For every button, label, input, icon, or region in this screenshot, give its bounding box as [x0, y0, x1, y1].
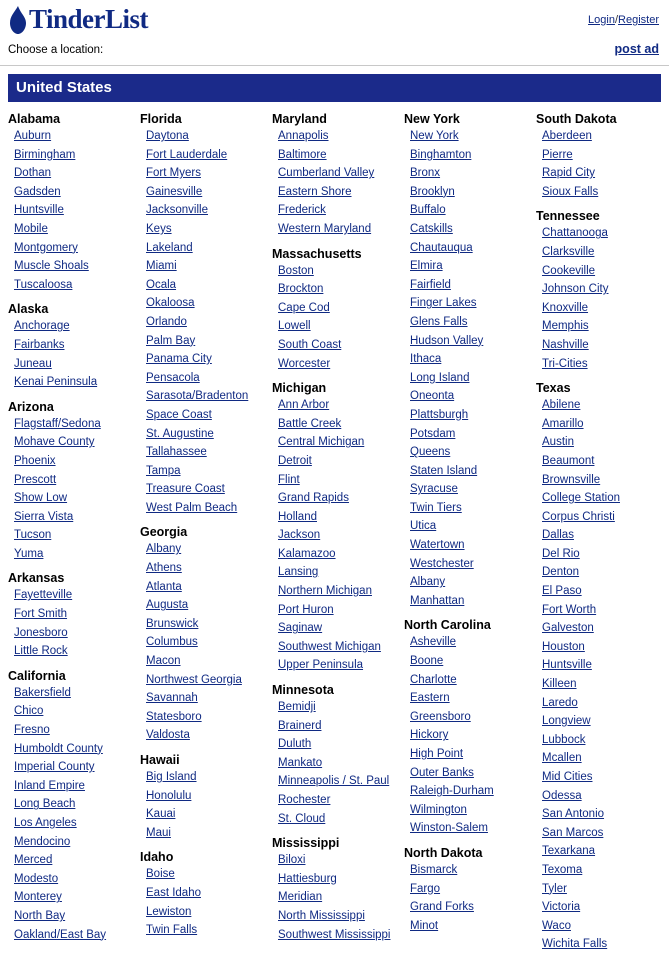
state-block — [404, 838, 534, 935]
city-link[interactable]: Brooklyn — [410, 185, 455, 198]
location-column — [404, 112, 536, 954]
state-block — [404, 112, 534, 610]
state-name: Alabama — [8, 112, 61, 126]
city-link[interactable]: South Coast — [278, 338, 342, 351]
city-link[interactable]: Northern Michigan — [278, 585, 372, 598]
state-block — [536, 112, 666, 201]
city-link[interactable]: Battle Creek — [278, 417, 342, 430]
city-link[interactable]: Mankato — [278, 756, 323, 769]
city-link[interactable]: Chattanooga — [542, 227, 608, 240]
state-block — [404, 610, 534, 838]
city-link[interactable]: Monterey — [14, 891, 62, 904]
city-link[interactable]: Lewiston — [146, 905, 192, 918]
city-link[interactable]: Big Island — [146, 771, 197, 783]
login-link[interactable]: Login — [588, 14, 615, 26]
city-link[interactable]: Hickory — [410, 729, 449, 742]
city-link[interactable]: Hudson Valley — [410, 334, 484, 347]
city-link[interactable]: Outer Banks — [410, 766, 474, 779]
flame-icon — [8, 5, 28, 35]
city-link[interactable]: Merced — [14, 854, 53, 867]
state-name: Massachusetts — [272, 246, 362, 261]
city-link[interactable]: Catskills — [410, 222, 453, 235]
state-block — [8, 661, 138, 944]
state-block — [272, 828, 402, 944]
city-link[interactable]: Laredo — [542, 696, 578, 709]
city-link[interactable]: St. Augustine — [146, 427, 214, 440]
city-link[interactable]: Del Rio — [542, 547, 580, 560]
city-link[interactable]: Dothan — [14, 167, 52, 180]
city-link[interactable]: Fort Smith — [14, 608, 68, 621]
city-link[interactable]: Binghamton — [410, 148, 472, 161]
city-link[interactable]: Macon — [146, 655, 181, 668]
city-link[interactable]: Southwest Michigan — [278, 640, 381, 653]
city-link[interactable]: Valdosta — [146, 729, 190, 742]
city-link[interactable]: Baltimore — [278, 148, 327, 161]
city-link[interactable]: Detroit — [278, 454, 312, 467]
city-link[interactable]: Austin — [542, 436, 574, 449]
city-link[interactable]: Muscle Shoals — [14, 260, 89, 273]
city-link[interactable]: Gainesville — [146, 185, 203, 198]
city-link[interactable]: San Antonio — [542, 808, 605, 821]
city-link[interactable]: Rochester — [278, 794, 331, 806]
city-link[interactable]: Killeen — [542, 678, 577, 691]
state-name: Minnesota — [272, 683, 334, 698]
city-link[interactable]: Meridian — [278, 891, 323, 904]
city-link[interactable]: San Marcos — [542, 826, 604, 839]
city-link[interactable]: Dallas — [542, 529, 574, 542]
city-link[interactable]: Beaumont — [542, 454, 595, 467]
city-link[interactable]: Bemidji — [278, 701, 316, 714]
city-link[interactable]: Ocala — [146, 278, 177, 291]
city-link[interactable]: Gadsden — [14, 185, 61, 198]
city-link[interactable]: Raleigh-Durham — [410, 785, 494, 798]
state-block — [8, 112, 138, 294]
city-link[interactable]: Charlotte — [410, 673, 457, 686]
city-link[interactable]: Denton — [542, 566, 580, 579]
city-link[interactable]: Elmira — [410, 260, 443, 273]
location-column — [536, 112, 668, 954]
city-link[interactable]: Albany — [146, 543, 182, 556]
city-link[interactable]: Texoma — [542, 863, 583, 876]
city-link[interactable]: Manhattan — [410, 594, 465, 607]
city-link[interactable]: Sarasota/Bradenton — [146, 390, 249, 403]
city-link[interactable]: Odessa — [542, 789, 582, 802]
city-link[interactable]: Flagstaff/Sedona — [14, 417, 101, 430]
city-link[interactable]: St. Cloud — [278, 812, 326, 825]
auth-links — [588, 14, 659, 26]
city-link[interactable]: Chautauqua — [410, 241, 473, 254]
city-link[interactable]: North Mississippi — [278, 909, 365, 922]
city-link[interactable]: Fairbanks — [14, 338, 65, 351]
city-link[interactable]: Fresno — [14, 724, 50, 737]
city-link[interactable]: Ann Arbor — [278, 399, 330, 412]
city-link[interactable]: Show Low — [14, 492, 68, 505]
city-link[interactable]: Birmingham — [14, 148, 76, 161]
city-link[interactable]: Rapid City — [542, 167, 596, 180]
city-link[interactable]: Huntsville — [14, 204, 64, 217]
state-name: Maryland — [272, 112, 327, 126]
city-link[interactable]: Orlando — [146, 315, 187, 328]
city-link[interactable]: Cookeville — [542, 264, 596, 277]
city-link[interactable]: Albany — [410, 576, 446, 589]
city-link[interactable]: Pierre — [542, 148, 573, 161]
city-link[interactable]: El Paso — [542, 585, 582, 598]
city-link[interactable]: Westchester — [410, 557, 474, 570]
location-column — [140, 112, 272, 954]
city-link[interactable]: Johnson City — [542, 283, 609, 296]
city-link[interactable]: Bismarck — [410, 863, 458, 876]
city-link[interactable]: Mobile — [14, 222, 48, 235]
city-link[interactable]: Inland Empire — [14, 779, 85, 792]
city-link[interactable]: Wilmington — [410, 803, 467, 816]
city-link[interactable]: Utica — [410, 520, 437, 533]
city-link[interactable]: Tyler — [542, 882, 567, 895]
city-link[interactable]: Juneau — [14, 357, 52, 370]
city-link[interactable]: Fort Lauderdale — [146, 148, 228, 161]
state-block — [8, 294, 138, 391]
state-block — [272, 675, 402, 828]
city-link[interactable]: Port Huron — [278, 603, 334, 616]
city-link[interactable]: Holland — [278, 510, 317, 523]
city-link[interactable]: Plattsburgh — [410, 408, 469, 421]
city-link[interactable]: East Idaho — [146, 886, 201, 899]
city-link[interactable]: Modesto — [14, 872, 59, 885]
city-link[interactable]: Twin Tiers — [410, 501, 462, 514]
city-link[interactable]: Jacksonville — [146, 204, 208, 217]
city-link[interactable]: Humboldt County — [14, 742, 103, 755]
state-name: Florida — [140, 112, 182, 126]
state-block — [8, 563, 138, 660]
city-link[interactable]: Corpus Christi — [542, 510, 615, 523]
state-block — [140, 517, 270, 745]
city-link[interactable]: Frederick — [278, 204, 326, 217]
city-link[interactable]: Abilene — [542, 399, 581, 412]
state-name: California — [8, 668, 66, 683]
state-block — [536, 201, 666, 373]
state-name: Alaska — [8, 302, 49, 317]
city-link[interactable]: Little Rock — [14, 645, 68, 658]
city-link[interactable]: Asheville — [410, 636, 457, 649]
city-link[interactable]: Texarkana — [542, 845, 596, 858]
city-link[interactable]: Western Maryland — [278, 222, 372, 235]
city-link[interactable]: Brunswick — [146, 617, 199, 630]
state-name: South Dakota — [536, 112, 617, 126]
city-link[interactable]: Brownsville — [542, 473, 601, 486]
city-link[interactable]: Savannah — [146, 692, 198, 705]
city-link[interactable]: Longview — [542, 715, 591, 728]
state-name: North Carolina — [404, 618, 491, 633]
city-link[interactable]: Lowell — [278, 320, 311, 333]
city-link[interactable]: Waco — [542, 919, 571, 932]
city-link[interactable]: Sierra Vista — [14, 510, 74, 523]
city-link[interactable]: Eastern Shore — [278, 185, 352, 198]
city-link[interactable]: Chico — [14, 705, 44, 718]
state-name: Georgia — [140, 525, 188, 540]
city-link[interactable]: Mohave County — [14, 436, 95, 449]
city-link[interactable]: Mcallen — [542, 752, 582, 765]
city-link[interactable]: Galveston — [542, 622, 594, 635]
city-link[interactable]: Wichita Falls — [542, 938, 608, 951]
state-name: Mississippi — [272, 836, 340, 851]
city-link[interactable]: Tampa — [146, 464, 181, 477]
state-name: Idaho — [140, 850, 174, 865]
city-link[interactable]: Minot — [410, 919, 439, 932]
city-link[interactable]: Maui — [146, 826, 171, 839]
state-block — [272, 239, 402, 374]
city-link[interactable]: Glens Falls — [410, 315, 468, 328]
city-link[interactable]: Southwest Mississippi — [278, 928, 391, 941]
top-bar — [0, 0, 669, 40]
state-block — [272, 373, 402, 675]
city-link[interactable]: Minneapolis / St. Paul — [278, 775, 390, 788]
country-banner-wrap — [0, 66, 669, 102]
post-ad-link[interactable]: post ad — [614, 42, 659, 56]
city-link[interactable]: Buffalo — [410, 204, 446, 217]
city-link[interactable]: Auburn — [14, 130, 52, 142]
city-link[interactable]: Biloxi — [278, 854, 306, 867]
auth-separator: / — [614, 14, 619, 26]
location-chooser-row — [0, 40, 669, 66]
city-link[interactable]: Lubbock — [542, 733, 586, 746]
city-link[interactable]: Northwest Georgia — [146, 673, 242, 686]
city-link[interactable]: Yuma — [14, 547, 44, 560]
city-link[interactable]: Knoxville — [542, 301, 589, 314]
city-link[interactable]: Staten Island — [410, 464, 478, 477]
city-link[interactable]: Kauai — [146, 808, 176, 821]
city-link[interactable]: Brainerd — [278, 719, 322, 732]
location-column — [272, 112, 404, 954]
state-block — [140, 842, 270, 939]
city-link[interactable]: Long Beach — [14, 798, 76, 811]
city-link[interactable]: Tri-Cities — [542, 357, 588, 370]
location-column — [8, 112, 140, 954]
city-link[interactable]: Fargo — [410, 882, 441, 895]
city-link[interactable]: Keys — [146, 222, 172, 235]
city-link[interactable]: Houston — [542, 640, 585, 653]
city-link[interactable]: Oakland/East Bay — [14, 928, 107, 941]
city-link[interactable]: Greensboro — [410, 710, 471, 723]
city-link[interactable]: Fort Myers — [146, 167, 201, 180]
city-link[interactable]: Twin Falls — [146, 924, 198, 937]
city-link[interactable]: Boise — [146, 868, 175, 881]
state-name: Tennessee — [536, 209, 600, 224]
city-link[interactable]: Watertown — [410, 539, 465, 552]
country-banner: United States — [8, 74, 661, 102]
city-link[interactable]: Montgomery — [14, 241, 78, 254]
state-name: Hawaii — [140, 753, 180, 767]
city-link[interactable]: Atlanta — [146, 580, 182, 593]
city-link[interactable]: Central Michigan — [278, 436, 365, 449]
state-block — [140, 745, 270, 842]
city-link[interactable]: Phoenix — [14, 454, 56, 467]
city-link[interactable]: Worcester — [278, 357, 331, 370]
state-block — [140, 112, 270, 517]
choose-location-label: Choose a location: — [8, 44, 104, 56]
city-link[interactable]: West Palm Beach — [146, 501, 238, 514]
city-link[interactable]: New York — [410, 130, 459, 142]
city-link[interactable]: Jonesboro — [14, 626, 68, 639]
city-link[interactable]: Lansing — [278, 566, 319, 579]
city-link[interactable]: Boone — [410, 655, 444, 668]
city-link[interactable]: Eastern — [410, 692, 450, 705]
city-link[interactable]: Winston-Salem — [410, 822, 488, 835]
city-link[interactable]: Imperial County — [14, 761, 95, 774]
city-link[interactable]: North Bay — [14, 909, 66, 922]
city-link[interactable]: Aberdeen — [542, 130, 592, 142]
city-link[interactable]: Clarksville — [542, 245, 595, 258]
state-name: Arkansas — [8, 571, 65, 586]
city-link[interactable]: Augusta — [146, 599, 189, 612]
city-link[interactable]: Tucson — [14, 529, 52, 542]
city-link[interactable]: Oneonta — [410, 390, 455, 403]
city-link[interactable]: Cape Cod — [278, 301, 330, 314]
city-link[interactable]: Okaloosa — [146, 297, 195, 310]
city-link[interactable]: Los Angeles — [14, 817, 77, 829]
city-link[interactable]: Grand Forks — [410, 901, 474, 914]
city-link[interactable]: Kenai Peninsula — [14, 376, 98, 389]
city-link[interactable]: College Station — [542, 492, 620, 505]
city-link[interactable]: Huntsville — [542, 659, 592, 672]
city-link[interactable]: Victoria — [542, 901, 581, 914]
city-link[interactable]: Ithaca — [410, 353, 442, 366]
state-name: New York — [404, 112, 460, 126]
city-link[interactable]: Potsdam — [410, 427, 456, 440]
city-link[interactable]: Mid Cities — [542, 771, 593, 783]
city-link[interactable]: Panama City — [146, 353, 212, 366]
city-link[interactable]: Brockton — [278, 283, 324, 296]
city-link[interactable]: Long Island — [410, 371, 470, 384]
city-link[interactable]: Flint — [278, 473, 300, 486]
city-link[interactable]: Mendocino — [14, 835, 71, 848]
city-link[interactable]: Prescott — [14, 473, 57, 486]
city-link[interactable]: Lakeland — [146, 241, 193, 254]
city-link[interactable]: Hattiesburg — [278, 872, 337, 885]
city-link[interactable]: Bronx — [410, 167, 441, 180]
city-link[interactable]: Duluth — [278, 738, 312, 751]
site-logo[interactable] — [8, 4, 148, 35]
city-link[interactable]: Queens — [410, 446, 451, 459]
city-link[interactable]: Nashville — [542, 338, 589, 351]
city-link[interactable]: Syracuse — [410, 483, 458, 496]
city-link[interactable]: Saginaw — [278, 622, 323, 635]
city-link[interactable]: Jackson — [278, 529, 321, 542]
register-link[interactable]: Register — [618, 14, 659, 26]
city-link[interactable]: Kalamazoo — [278, 547, 336, 560]
city-link[interactable]: Finger Lakes — [410, 297, 477, 310]
city-link[interactable]: Statesboro — [146, 710, 202, 723]
city-link[interactable]: Pensacola — [146, 371, 200, 384]
state-name: Michigan — [272, 381, 327, 396]
state-block — [536, 373, 666, 954]
city-link[interactable]: Palm Bay — [146, 334, 196, 347]
city-link[interactable]: Space Coast — [146, 408, 212, 421]
city-link[interactable]: Miami — [146, 260, 177, 273]
city-link[interactable]: Grand Rapids — [278, 492, 349, 505]
city-link[interactable]: Anchorage — [14, 320, 70, 333]
state-block — [8, 392, 138, 564]
city-link[interactable]: Boston — [278, 264, 314, 277]
city-link[interactable]: Sioux Falls — [542, 185, 599, 198]
city-link[interactable]: Bakersfield — [14, 686, 71, 699]
location-columns — [0, 102, 669, 954]
city-link[interactable]: Upper Peninsula — [278, 659, 364, 672]
city-link[interactable]: Fayetteville — [14, 589, 73, 602]
city-link[interactable]: Annapolis — [278, 130, 329, 142]
city-link[interactable]: High Point — [410, 748, 464, 760]
city-link[interactable]: Tuscaloosa — [14, 278, 73, 291]
city-link[interactable]: Treasure Coast — [146, 483, 225, 496]
city-link[interactable]: Fort Worth — [542, 603, 597, 616]
state-name: Arizona — [8, 399, 54, 414]
city-link[interactable]: Honolulu — [146, 789, 192, 802]
city-link[interactable]: Memphis — [542, 320, 589, 333]
state-name: North Dakota — [404, 845, 483, 860]
state-name: Texas — [536, 381, 571, 396]
city-link[interactable]: Amarillo — [542, 417, 584, 430]
city-link[interactable]: Athens — [146, 562, 182, 575]
state-block — [272, 112, 402, 239]
city-link[interactable]: Columbus — [146, 636, 198, 649]
city-link[interactable]: Fairfield — [410, 278, 451, 291]
site-logo-text: TinderList — [29, 4, 149, 34]
city-link[interactable]: Daytona — [146, 130, 189, 142]
city-link[interactable]: Tallahassee — [146, 446, 207, 459]
city-link[interactable]: Cumberland Valley — [278, 167, 375, 180]
